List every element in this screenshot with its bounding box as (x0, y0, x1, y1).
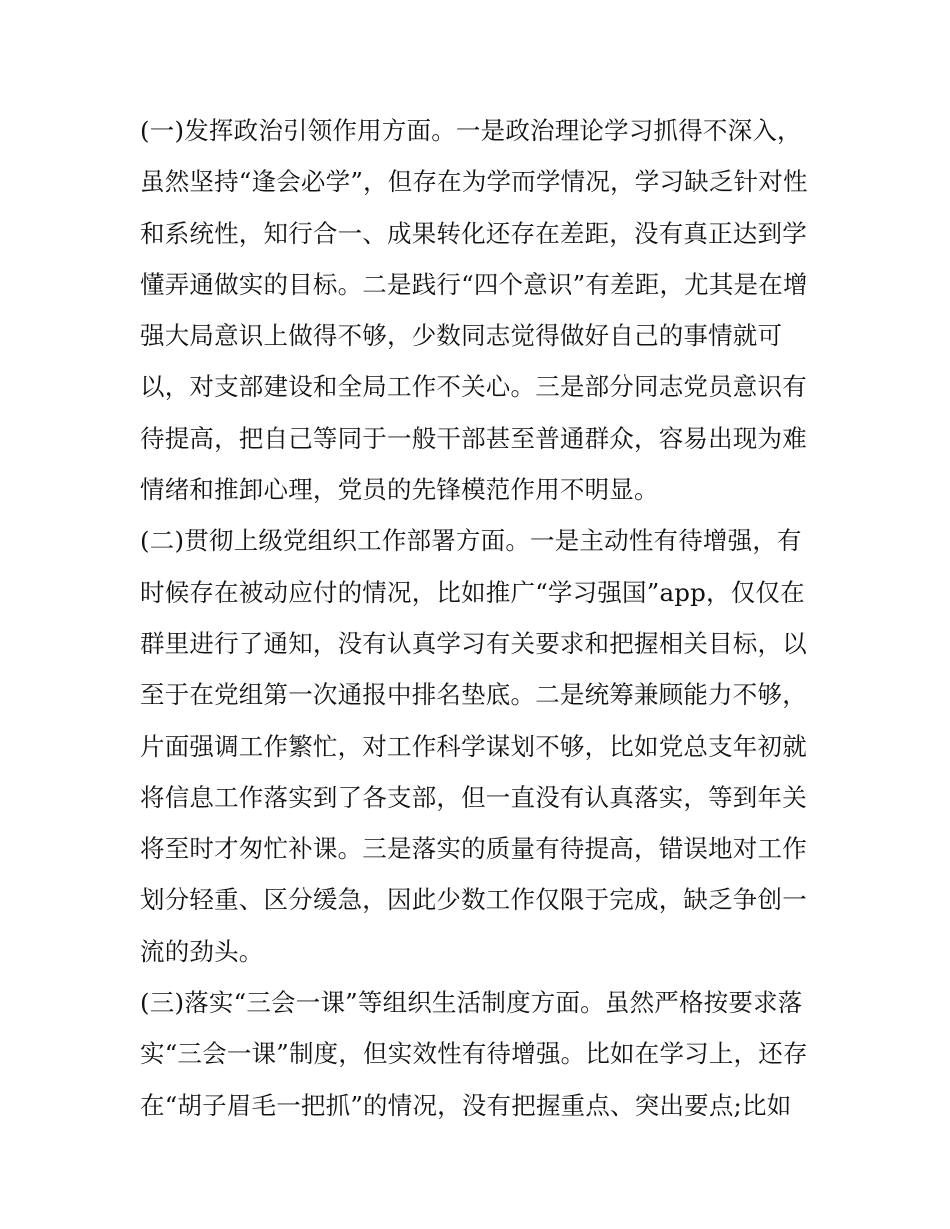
text-line: 至于在党组第一次通报中排名垫底。二是统筹兼顾能力不够， (140, 680, 807, 710)
text-line: 以，对支部建设和全局工作不关心。三是部分同志党员意识有 (140, 372, 807, 402)
text-line: 懂弄通做实的目标。二是践行“四个意识”有差距，尤其是在增 (140, 269, 808, 299)
text-line: 情绪和推卸心理，党员的先锋模范作用不明显。 (140, 475, 659, 505)
text-line: (三)落实“三会一课”等组织生活制度方面。虽然严格按要求落 (140, 988, 803, 1018)
text-line: 虽然坚持“逢会必学”，但存在为学而学情况，学习缺乏针对性 (140, 167, 808, 197)
text-line: 划分轻重、区分缓急，因此少数工作仅限于完成，缺乏争创一 (140, 885, 807, 915)
text-line: 和系统性，知行合一、成果转化还存在差距，没有真正达到学 (140, 218, 807, 248)
text-line: 流的劲头。 (140, 936, 264, 966)
text-line: 实“三会一课”制度，但实效性有待增强。比如在学习上，还存 (140, 1039, 808, 1069)
text-line: 待提高，把自己等同于一般干部甚至普通群众，容易出现为难 (140, 423, 807, 453)
text-line: 片面强调工作繁忙，对工作科学谋划不够，比如党总支年初就 (140, 731, 807, 761)
text-line: (二)贯彻上级党组织工作部署方面。一是主动性有待增强，有 (140, 526, 802, 556)
text-line: 群里进行了通知，没有认真学习有关要求和把握相关目标，以 (140, 628, 807, 658)
text-line: 强大局意识上做得不够，少数同志觉得做好自己的事情就可 (140, 321, 783, 351)
text-line: 将至时才匆忙补课。三是落实的质量有待提高，错误地对工作 (140, 834, 807, 864)
document-body (140, 105, 820, 1131)
text-line: 时候存在被动应付的情况，比如推广“学习强国”app，仅仅在 (140, 577, 805, 607)
text-line: (一)发挥政治引领作用方面。一是政治理论学习抓得不深入， (140, 116, 802, 145)
text-line: 在“胡子眉毛一把抓”的情况，没有把握重点、突出要点;比如 (140, 1090, 792, 1120)
text-line: 将信息工作落实到了各支部，但一直没有认真落实，等到年关 (140, 782, 807, 812)
